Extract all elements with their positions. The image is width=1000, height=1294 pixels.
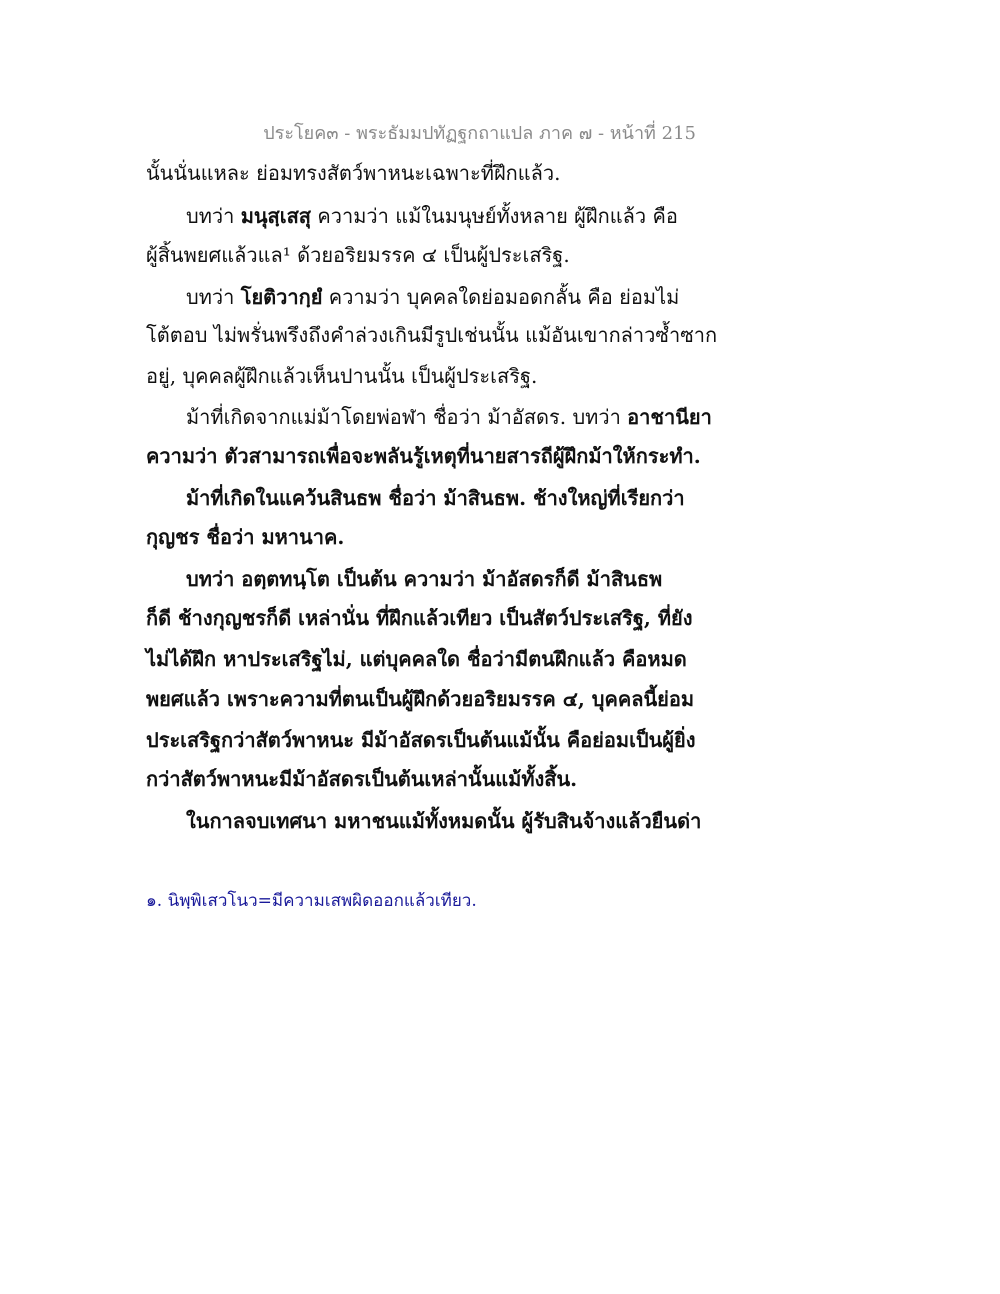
body-line-12: ก็ดี ช้างกุญชรก็ดี เหล่านั่น ที่ฝึกแล้วเทียว เป็นสัตว์ประเสริฐ, ที่ยัง xyxy=(146,606,693,630)
body-line-15: ประเสริฐกว่าสัตว์พาหนะ มีม้าอัสดรเป็นต้นแม้นั้น คือย่อมเป็นผู้ยิ่ง xyxy=(146,728,696,752)
term-manussesu: มนุสฺเสสุ xyxy=(240,204,312,228)
body-line-11: บทว่า อตฺตทนฺโต เป็นต้น ความว่า ม้าอัสดรก็ดี ม้าสินธพ xyxy=(186,567,663,591)
footnote: ๑. นิพฺพิเสวโนว=มีความเสพผิดออกแล้วเทียว. xyxy=(146,891,477,911)
body-line-16: กว่าสัตว์พาหนะมีม้าอัสดรเป็นต้นเหล่านั้นแม้ทั้งสิ้น. xyxy=(146,767,578,791)
body-line-10: กุญชร ชื่อว่า มหานาค. xyxy=(146,525,345,549)
term-ajaniya: อาชานียา xyxy=(627,405,712,429)
body-line-2 xyxy=(186,203,678,229)
line-4-pre: บทว่า xyxy=(186,285,241,309)
line-7-pre: ม้าที่เกิดจากแม่ม้าโดยพ่อฬา ชื่อว่า ม้าอัสดร. บทว่า xyxy=(186,405,628,429)
body-line-14: พยศแล้ว เพราะความที่ตนเป็นผู้ฝึกด้วยอริยมรรค ๔, บุคคลนี้ย่อม xyxy=(146,687,695,711)
body-line-17: ในกาลจบเทศนา มหาชนแม้ทั้งหมดนั้น ผู้รับสินจ้างแล้วยืนด่า xyxy=(186,809,702,833)
body-line-3: ผู้สิ้นพยศแล้วแล¹ ด้วยอริยมรรค ๔ เป็นผู้ประเสริฐ. xyxy=(146,243,570,267)
line-2-post: ความว่า แม้ในมนุษย์ทั้งหลาย ผู้ฝึกแล้ว คือ xyxy=(311,204,678,228)
page-header: ประโยค๓ - พระธัมมปทัฏฐกถาแปล ภาค ๗ - หน้าที่ 215 xyxy=(263,123,696,144)
body-line-6: อยู่, บุคคลผู้ฝึกแล้วเห็นปานนั้น เป็นผู้ประเสริฐ. xyxy=(146,364,538,388)
line-4-post: ความว่า บุคคลใดย่อมอดกลั้น คือ ย่อมไม่ xyxy=(322,285,680,309)
body-line-13: ไม่ได้ฝึก หาประเสริฐไม่, แต่บุคคลใด ชื่อว่ามีตนฝึกแล้ว คือหมด xyxy=(146,647,687,671)
body-line-1: นั้นนั่นแหละ ย่อมทรงสัตว์พาหนะเฉพาะที่ฝึกแล้ว. xyxy=(146,161,561,185)
body-line-8: ความว่า ตัวสามารถเพื่อจะพลันรู้เหตุที่นายสารถีผู้ฝึกม้าให้กระทำ. xyxy=(146,444,701,468)
line-2-pre: บทว่า xyxy=(186,204,241,228)
term-yotivakyam: โยติวากฺยํ xyxy=(240,285,323,309)
body-line-4 xyxy=(186,284,679,310)
body-line-5: โต้ตอบ ไม่พรั่นพรึงถึงคำล่วงเกินมีรูปเช่นนั้น แม้อันเขากล่าวซ้ำซาก xyxy=(146,323,718,347)
body-line-7 xyxy=(186,404,712,430)
body-line-9: ม้าที่เกิดในแคว้นสินธพ ชื่อว่า ม้าสินธพ. ช้างใหญ่ที่เรียกว่า xyxy=(186,486,685,510)
